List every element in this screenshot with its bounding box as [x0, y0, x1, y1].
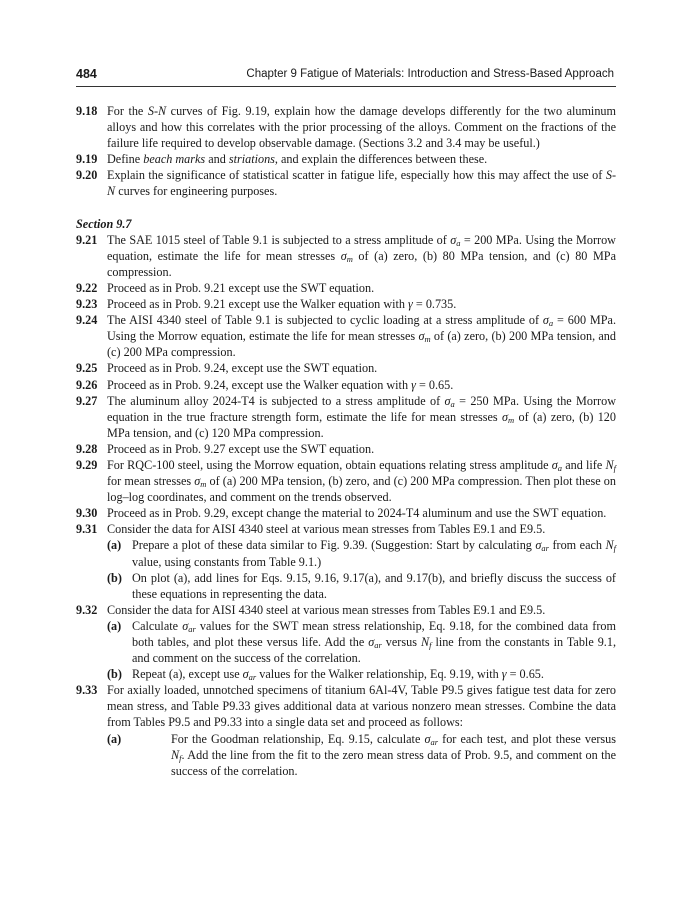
problem-9-29 [76, 457, 616, 505]
problem-text: The SAE 1015 steel of Table 9.1 is subjected to a stress amplitude of $\sigma_a = 200$ MPa. Using the Morrow equation, estimate the life for mean stresses $\sigma_m$ of (a) zero, (b) 80 MPa tension, and (c) 80 MPa compression. [107, 232, 616, 279]
problem-9-32 [76, 602, 616, 618]
problem-9-30 [76, 505, 616, 521]
part-text: For the Goodman relationship, Eq. 9.15, calculate $\sigma_{ar}$ for each test, and plot these versus $N_f$. Add the line from the fit to the zero mean stress data of Prob. 9.5, and comment on the success of the correlation. [171, 731, 616, 778]
problem-number: 9.32 [76, 602, 98, 617]
problem-text: Define beach marks and striations, and explain the differences between these. [107, 152, 488, 167]
problem-text: Consider the data for AISI 4340 steel at various mean stresses from Tables E9.1 and E9.5. [107, 602, 546, 617]
problem-text: Proceed as in Prob. 9.27 except use the SWT equation. [107, 441, 375, 456]
running-head: Chapter 9 Fatigue of Materials: Introduction and Stress-Based Approach [246, 68, 614, 80]
problem-text: For the S-N curves of Fig. 9.19, explain how the damage develops differently for the two aluminum alloys and how this correlates with the prior processing of the alloys. Comment on the fractions of the failure life required to develop observable damage. (Sections 3.2 and 3.4 may be useful.) [107, 104, 616, 151]
problem-9-24 [76, 312, 616, 360]
problem-number: 9.23 [76, 297, 98, 312]
header-rule [76, 86, 616, 87]
problem-9-33 [76, 682, 616, 730]
problem-9-26 [76, 377, 616, 393]
part-text: Prepare a plot of these data similar to Fig. 9.39. (Suggestion: Start by calculating $\sigma_{ar}$ from each $N_f$ value, using constants from Table 9.1.) [132, 538, 616, 569]
problem-text: Proceed as in Prob. 9.21 except use the SWT equation. [107, 280, 375, 295]
part-label: (a) [107, 538, 122, 553]
part-text: On plot (a), add lines for Eqs. 9.15, 9.16, 9.17(a), and 9.17(b), and briefly discuss the success of these equations in representing the data. [132, 570, 616, 601]
problem-text: For RQC-100 steel, using the Morrow equation, obtain equations relating stress amplitude $\sigma_a$ and life $N_f$ for mean stresses $\sigma_m$ of (a) 200 MPa tension, (b) zero, and (c) 200 MPa compression. Then plot these on log–log coordinates, and comment on the trends observed. [107, 457, 616, 505]
problem-9-31 [76, 521, 616, 537]
problem-number: 9.20 [76, 168, 98, 183]
problem-text: Consider the data for AISI 4340 steel at various mean stresses from Tables E9.1 and E9.5. [107, 522, 546, 537]
problem-text: The AISI 4340 steel of Table 9.1 is subjected to cyclic loading at a stress amplitude of $\sigma_a = 600$ MPa. Using the Morrow equation, estimate the life for mean stresses $\sigma_m$ of (a) zero, (b) 200 MPa tension, and (c) 200 MPa compression. [107, 313, 616, 360]
problem-9-32-part-b [107, 666, 616, 682]
problem-number: 9.31 [76, 522, 98, 537]
problem-number: 9.19 [76, 152, 98, 167]
problem-9-21 [76, 232, 616, 280]
problem-9-27 [76, 393, 616, 441]
problem-number: 9.29 [76, 457, 98, 472]
problem-number: 9.21 [76, 232, 98, 247]
part-label: (a) [107, 731, 122, 746]
part-text: Repeat (a), except use $\sigma_{ar}$ values for the Walker relationship, Eq. 9.19, with γ = 0.65. [132, 667, 544, 683]
problem-number: 9.30 [76, 506, 98, 521]
problem-9-19 [76, 151, 616, 167]
problem-text: The aluminum alloy 2024-T4 is subjected to a stress amplitude of $\sigma_a = 250$ MPa. Using the Morrow equation in the true fracture strength form, estimate the life for mean stresses $\sigma_m$ of (a) zero, (b) 120 MPa tension, and (c) 120 MPa compression. [107, 393, 616, 440]
problem-text: For axially loaded, unnotched specimens of titanium 6Al-4V, Table P9.5 gives fatigue test data for zero mean stress, and Table P9.33 gives additional data at various nonzero mean stresses. Combine the data from Tables P9.5 and P9.33 into a single data set and proceed as follows: [107, 683, 616, 730]
problem-text: Proceed as in Prob. 9.24, except use the SWT equation. [107, 361, 378, 376]
problem-number: 9.25 [76, 361, 98, 376]
problem-9-31-part-b [107, 570, 616, 602]
problem-text: Explain the significance of statistical scatter in fatigue life, especially how this may affect the use of S-N curves for engineering purposes. [107, 168, 616, 199]
problem-number: 9.27 [76, 393, 98, 408]
problem-number: 9.22 [76, 280, 98, 295]
part-label: (b) [107, 570, 122, 585]
problem-9-25 [76, 360, 616, 376]
problem-number: 9.24 [76, 313, 98, 328]
part-label: (a) [107, 618, 122, 633]
problem-9-18 [76, 103, 616, 151]
problem-9-31-part-a [107, 537, 616, 569]
part-label: (b) [107, 667, 122, 682]
problem-9-22 [76, 280, 616, 296]
problem-text: Proceed as in Prob. 9.21 except use the Walker equation with γ = 0.735. [107, 297, 457, 312]
problem-9-28 [76, 441, 616, 457]
problem-number: 9.18 [76, 104, 98, 118]
section-heading: Section 9.7 [76, 216, 132, 231]
page-number: 484 [76, 67, 97, 81]
problem-number: 9.33 [76, 683, 98, 698]
page-header [76, 66, 616, 84]
problem-9-23 [76, 296, 616, 312]
problem-9-32-part-a [107, 618, 616, 666]
problem-number: 9.26 [76, 377, 98, 392]
problem-9-33-part-a [107, 731, 616, 779]
part-text: Calculate $\sigma_{ar}$ values for the SWT mean stress relationship, Eq. 9.18, for the combined data from both tables, and plot these versus life. Add the $\sigma_{ar}$ versus $N_f$ line from the constants in Table 9.1, and comment on the success of the correlation. [132, 618, 616, 666]
problem-number: 9.28 [76, 441, 98, 456]
problem-list [76, 103, 616, 779]
problem-text: Proceed as in Prob. 9.24, except use the Walker equation with γ = 0.65. [107, 377, 454, 392]
problem-9-20 [76, 167, 616, 199]
problem-text: Proceed as in Prob. 9.29, except change the material to 2024-T4 aluminum and use the SWT equation. [107, 506, 607, 521]
